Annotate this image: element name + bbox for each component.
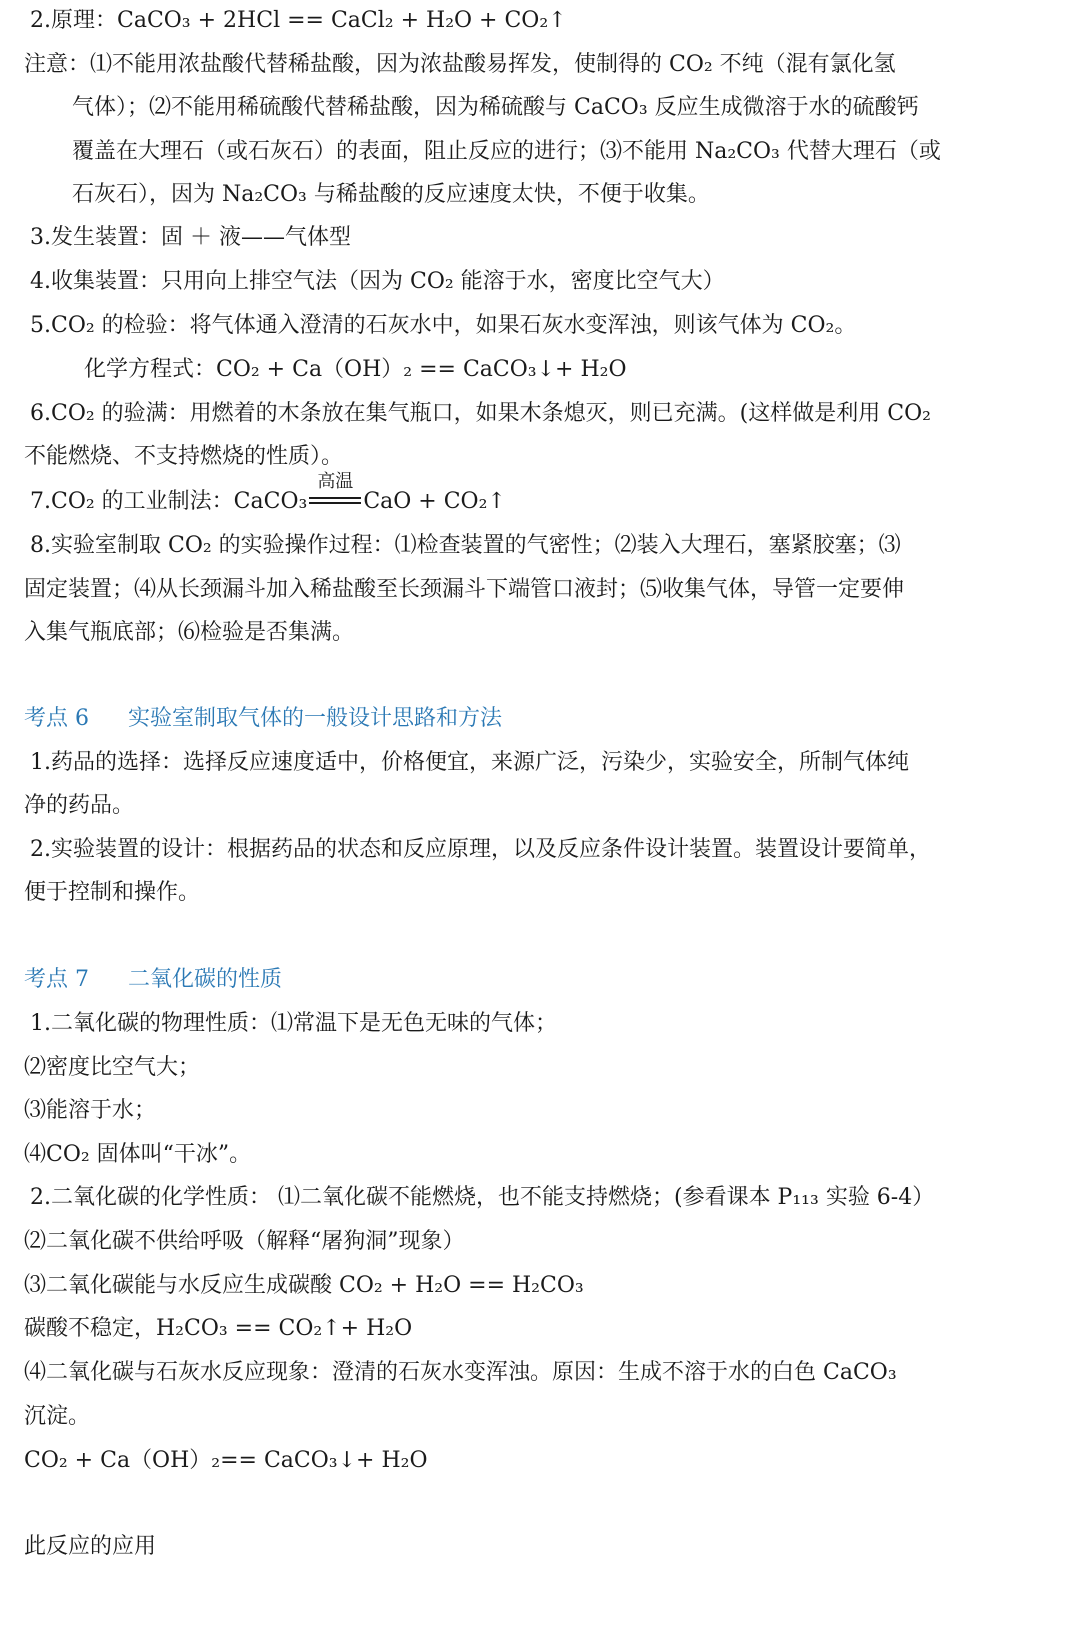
lab-procedure-line-3: 入集气瓶底部；⑹检验是否集满。 xyxy=(24,620,355,645)
note-line-1: 注意：⑴不能用浓盐酸代替稀盐酸，因为浓盐酸易挥发，使制得的 CO₂ 不纯（混有氯化氢 xyxy=(24,52,896,77)
section-6-line-4: 便于控制和操作。 xyxy=(24,880,201,905)
chemical-property-4-line-2: 沉淀。 xyxy=(24,1404,91,1429)
section-6-line-3: 2.实验装置的设计：根据药品的状态和反应原理，以及反应条件设计装置。装置设计要简单， xyxy=(30,837,931,862)
section-6-heading xyxy=(24,704,502,734)
co2-test-equation: 化学方程式：CO₂ + Ca（OH）₂ == CaCO₃↓+ H₂O xyxy=(84,357,627,382)
section-6-line-1: 1.药品的选择：选择反应速度适中，价格便宜，来源广泛，污染少，实验安全，所制气体纯 xyxy=(30,750,909,775)
section-6-line-2: 净的药品。 xyxy=(24,793,135,818)
co2-full-check-line-2: 不能燃烧、不支持燃烧的性质）。 xyxy=(24,444,344,469)
chemical-properties-line: 2.二氧化碳的化学性质： ⑴二氧化碳不能燃烧，也不能支持燃烧；(参看课本 P₁₁₃ 实验 6-4） xyxy=(30,1185,935,1210)
reaction-condition-equals xyxy=(307,471,363,517)
lab-procedure-line-2: 固定装置；⑷从长颈漏斗加入稀盐酸至长颈漏斗下端管口液封；⑸收集气体，导管一定要伸 xyxy=(24,577,905,602)
section-7-number: 考点 7 xyxy=(24,967,89,992)
industrial-preparation-rhs: CaO + CO₂↑ xyxy=(363,489,506,514)
note-line-2: 气体）；⑵不能用稀硫酸代替稀盐酸，因为稀硫酸与 CaCO₃ 反应生成微溶于水的硫酸钙 xyxy=(72,95,919,120)
application-line: 此反应的应用 xyxy=(24,1534,157,1559)
section-7-heading xyxy=(24,965,282,995)
industrial-preparation-lhs: 7.CO₂ 的工业制法：CaCO₃ xyxy=(30,489,308,514)
co2-test-line: 5.CO₂ 的检验：将气体通入澄清的石灰水中，如果石灰水变浑浊，则该气体为 CO₂。 xyxy=(30,313,857,338)
section-6-number: 考点 6 xyxy=(24,706,89,731)
reaction-condition-label: 高温 xyxy=(317,471,354,492)
carbonic-acid-line: 碳酸不稳定，H₂CO₃ == CO₂↑+ H₂O xyxy=(24,1316,413,1341)
note-line-3: 覆盖在大理石（或石灰石）的表面，阻止反应的进行；⑶不能用 Na₂CO₃ 代替大理石（或 xyxy=(72,139,941,164)
physical-properties-line: 1.二氧化碳的物理性质：⑴常温下是无色无味的气体； xyxy=(30,1011,557,1036)
section-6-title: 实验室制取气体的一般设计思路和方法 xyxy=(128,706,503,731)
note-line-4: 石灰石），因为 Na₂CO₃ 与稀盐酸的反应速度太快，不便于收集。 xyxy=(72,182,710,207)
lab-procedure-line-1: 8.实验室制取 CO₂ 的实验操作过程：⑴检查装置的气密性；⑵装入大理石，塞紧胶塞；⑶ xyxy=(30,533,901,558)
physical-property-4: ⑷CO₂ 固体叫“干冰”。 xyxy=(24,1142,252,1167)
generator-apparatus-line: 3.发生装置：固 ＋ 液——气体型 xyxy=(30,225,351,250)
limewater-equation: CO₂ + Ca（OH）₂== CaCO₃↓+ H₂O xyxy=(24,1448,428,1473)
chemical-property-4-line-1: ⑷二氧化碳与石灰水反应现象：澄清的石灰水变浑浊。原因：生成不溶于水的白色 CaCO₃ xyxy=(24,1360,897,1385)
industrial-preparation-line xyxy=(30,471,506,517)
physical-property-2: ⑵密度比空气大； xyxy=(24,1055,201,1080)
physical-property-3: ⑶能溶于水； xyxy=(24,1098,157,1123)
chemical-property-2: ⑵二氧化碳不供给呼吸（解释“屠狗洞”现象） xyxy=(24,1229,465,1254)
double-bar xyxy=(309,497,361,504)
co2-full-check-line-1: 6.CO₂ 的验满：用燃着的木条放在集气瓶口，如果木条熄灭，则已充满。(这样做是利用 CO₂ xyxy=(30,401,931,426)
collection-apparatus-line: 4.收集装置：只用向上排空气法（因为 CO₂ 能溶于水，密度比空气大） xyxy=(30,269,725,294)
chemical-property-3: ⑶二氧化碳能与水反应生成碳酸 CO₂ + H₂O == H₂CO₃ xyxy=(24,1273,584,1298)
section-7-title: 二氧化碳的性质 xyxy=(128,967,283,992)
principle-line: 2.原理：CaCO₃ + 2HCl == CaCl₂ + H₂O + CO₂↑ xyxy=(30,8,567,33)
